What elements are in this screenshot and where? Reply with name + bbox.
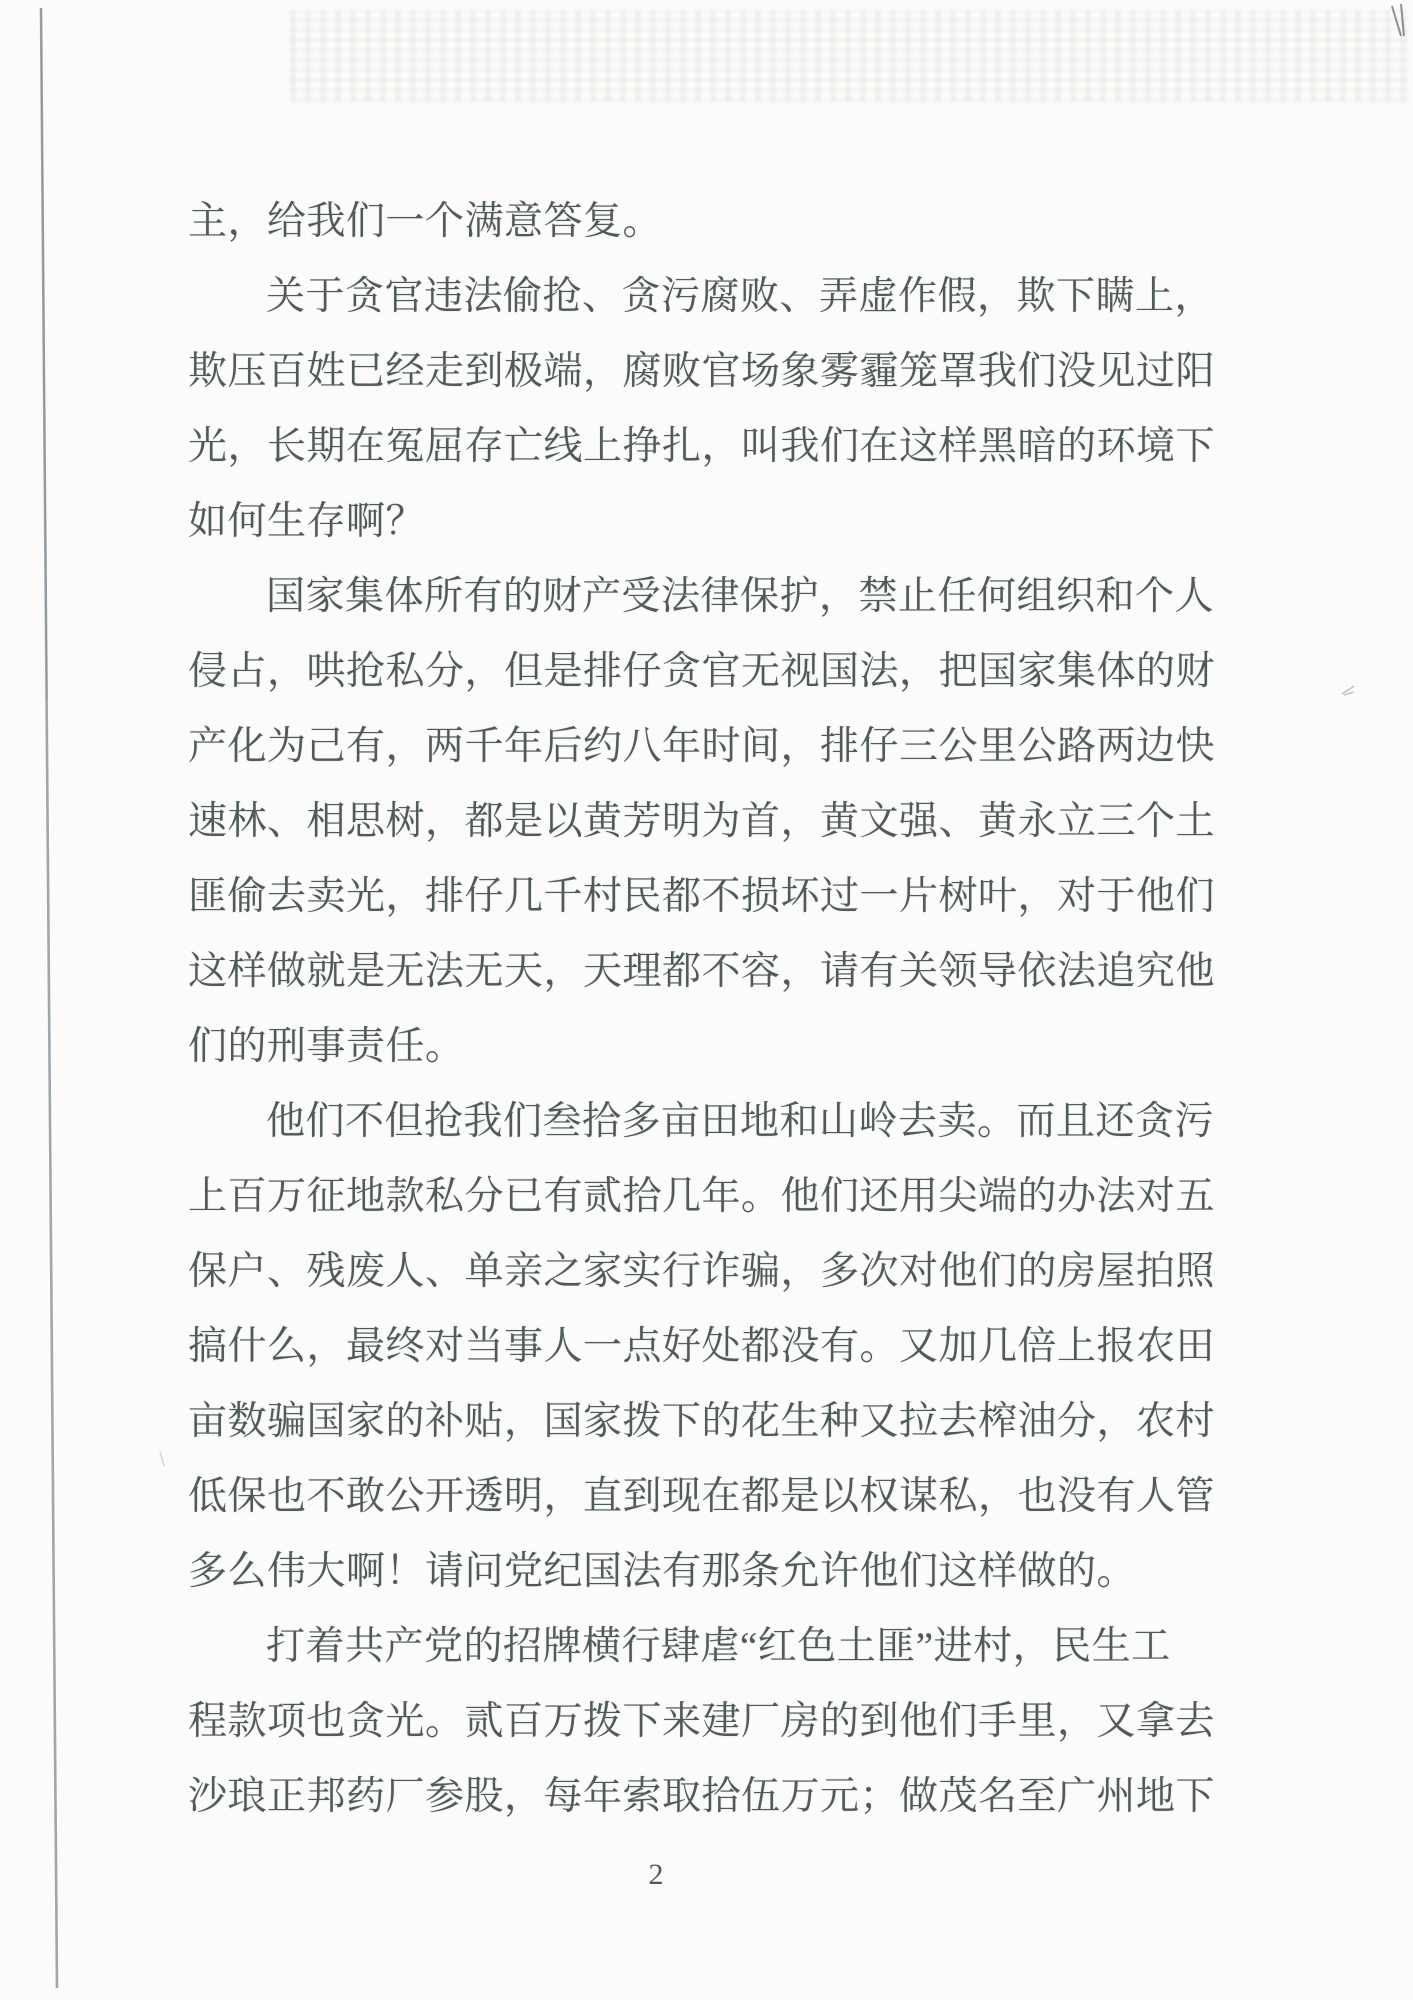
text-line: 主，给我们一个满意答复。 — [188, 200, 663, 243]
text-line: 如何生存啊？ — [188, 500, 426, 543]
text-line: 搞什么，最终对当事人一点好处都没有。又加几倍上报农田 — [188, 1325, 1216, 1368]
text-line: 多么伟大啊！请问党纪国法有那条允许他们这样做的。 — [188, 1550, 1137, 1593]
scan-edge-line-highlight — [41, 8, 47, 700]
text-line: 这样做就是无法无天，天理都不容，请有关领导依法追究他 — [188, 950, 1216, 993]
text-line: 速林、相思树，都是以黄芳明为首，黄文强、黄永立三个土 — [188, 800, 1216, 843]
text-line: 欺压百姓已经走到极端，腐败官场象雾霾笼罩我们没见过阳 — [188, 350, 1216, 393]
text-line: 匪偷去卖光，排仔几千村民都不损坏过一片树叶，对于他们 — [188, 875, 1216, 918]
text-line: 他们不但抢我们叁拾多亩田地和山岭去卖。而且还贪污 — [266, 1100, 1215, 1143]
scan-edge-line — [41, 8, 57, 1988]
text-line: 低保也不敢公开透明，直到现在都是以权谋私，也没有人管 — [188, 1475, 1216, 1518]
scan-noise-band — [290, 10, 1410, 102]
text-line: 侵占，哄抢私分，但是排仔贪官无视国法，把国家集体的财 — [188, 650, 1216, 693]
text-line: 打着共产党的招牌横行肆虐“红色土匪”进村，民生工 — [266, 1625, 1171, 1668]
text-line: 亩数骗国家的补贴，国家拨下的花生种又拉去榨油分，农村 — [188, 1400, 1216, 1443]
scan-mark-right — [1342, 686, 1354, 695]
scan-mark-left — [160, 1452, 164, 1466]
text-line: 关于贪官违法偷抢、贪污腐败、弄虚作假，欺下瞒上， — [266, 275, 1215, 318]
text-line: 沙琅正邦药厂参股，每年索取拾伍万元；做茂名至广州地下 — [188, 1775, 1216, 1818]
page-number: 2 — [648, 1858, 664, 1891]
text-line: 们的刑事责任。 — [188, 1025, 465, 1068]
text-line: 光，长期在冤屈存亡线上挣扎，叫我们在这样黑暗的环境下 — [188, 425, 1216, 468]
text-line: 国家集体所有的财产受法律保护，禁止任何组织和个人 — [266, 575, 1215, 618]
text-line: 上百万征地款私分已有贰拾几年。他们还用尖端的办法对五 — [188, 1175, 1216, 1218]
text-line: 保户、残废人、单亲之家实行诈骗，多次对他们的房屋拍照 — [188, 1250, 1216, 1293]
text-line: 产化为己有，两千年后约八年时间，排仔三公里公路两边快 — [188, 725, 1216, 768]
text-line: 程款项也贪光。贰百万拨下来建厂房的到他们手里，又拿去 — [188, 1700, 1216, 1743]
document-body — [188, 184, 1216, 1834]
